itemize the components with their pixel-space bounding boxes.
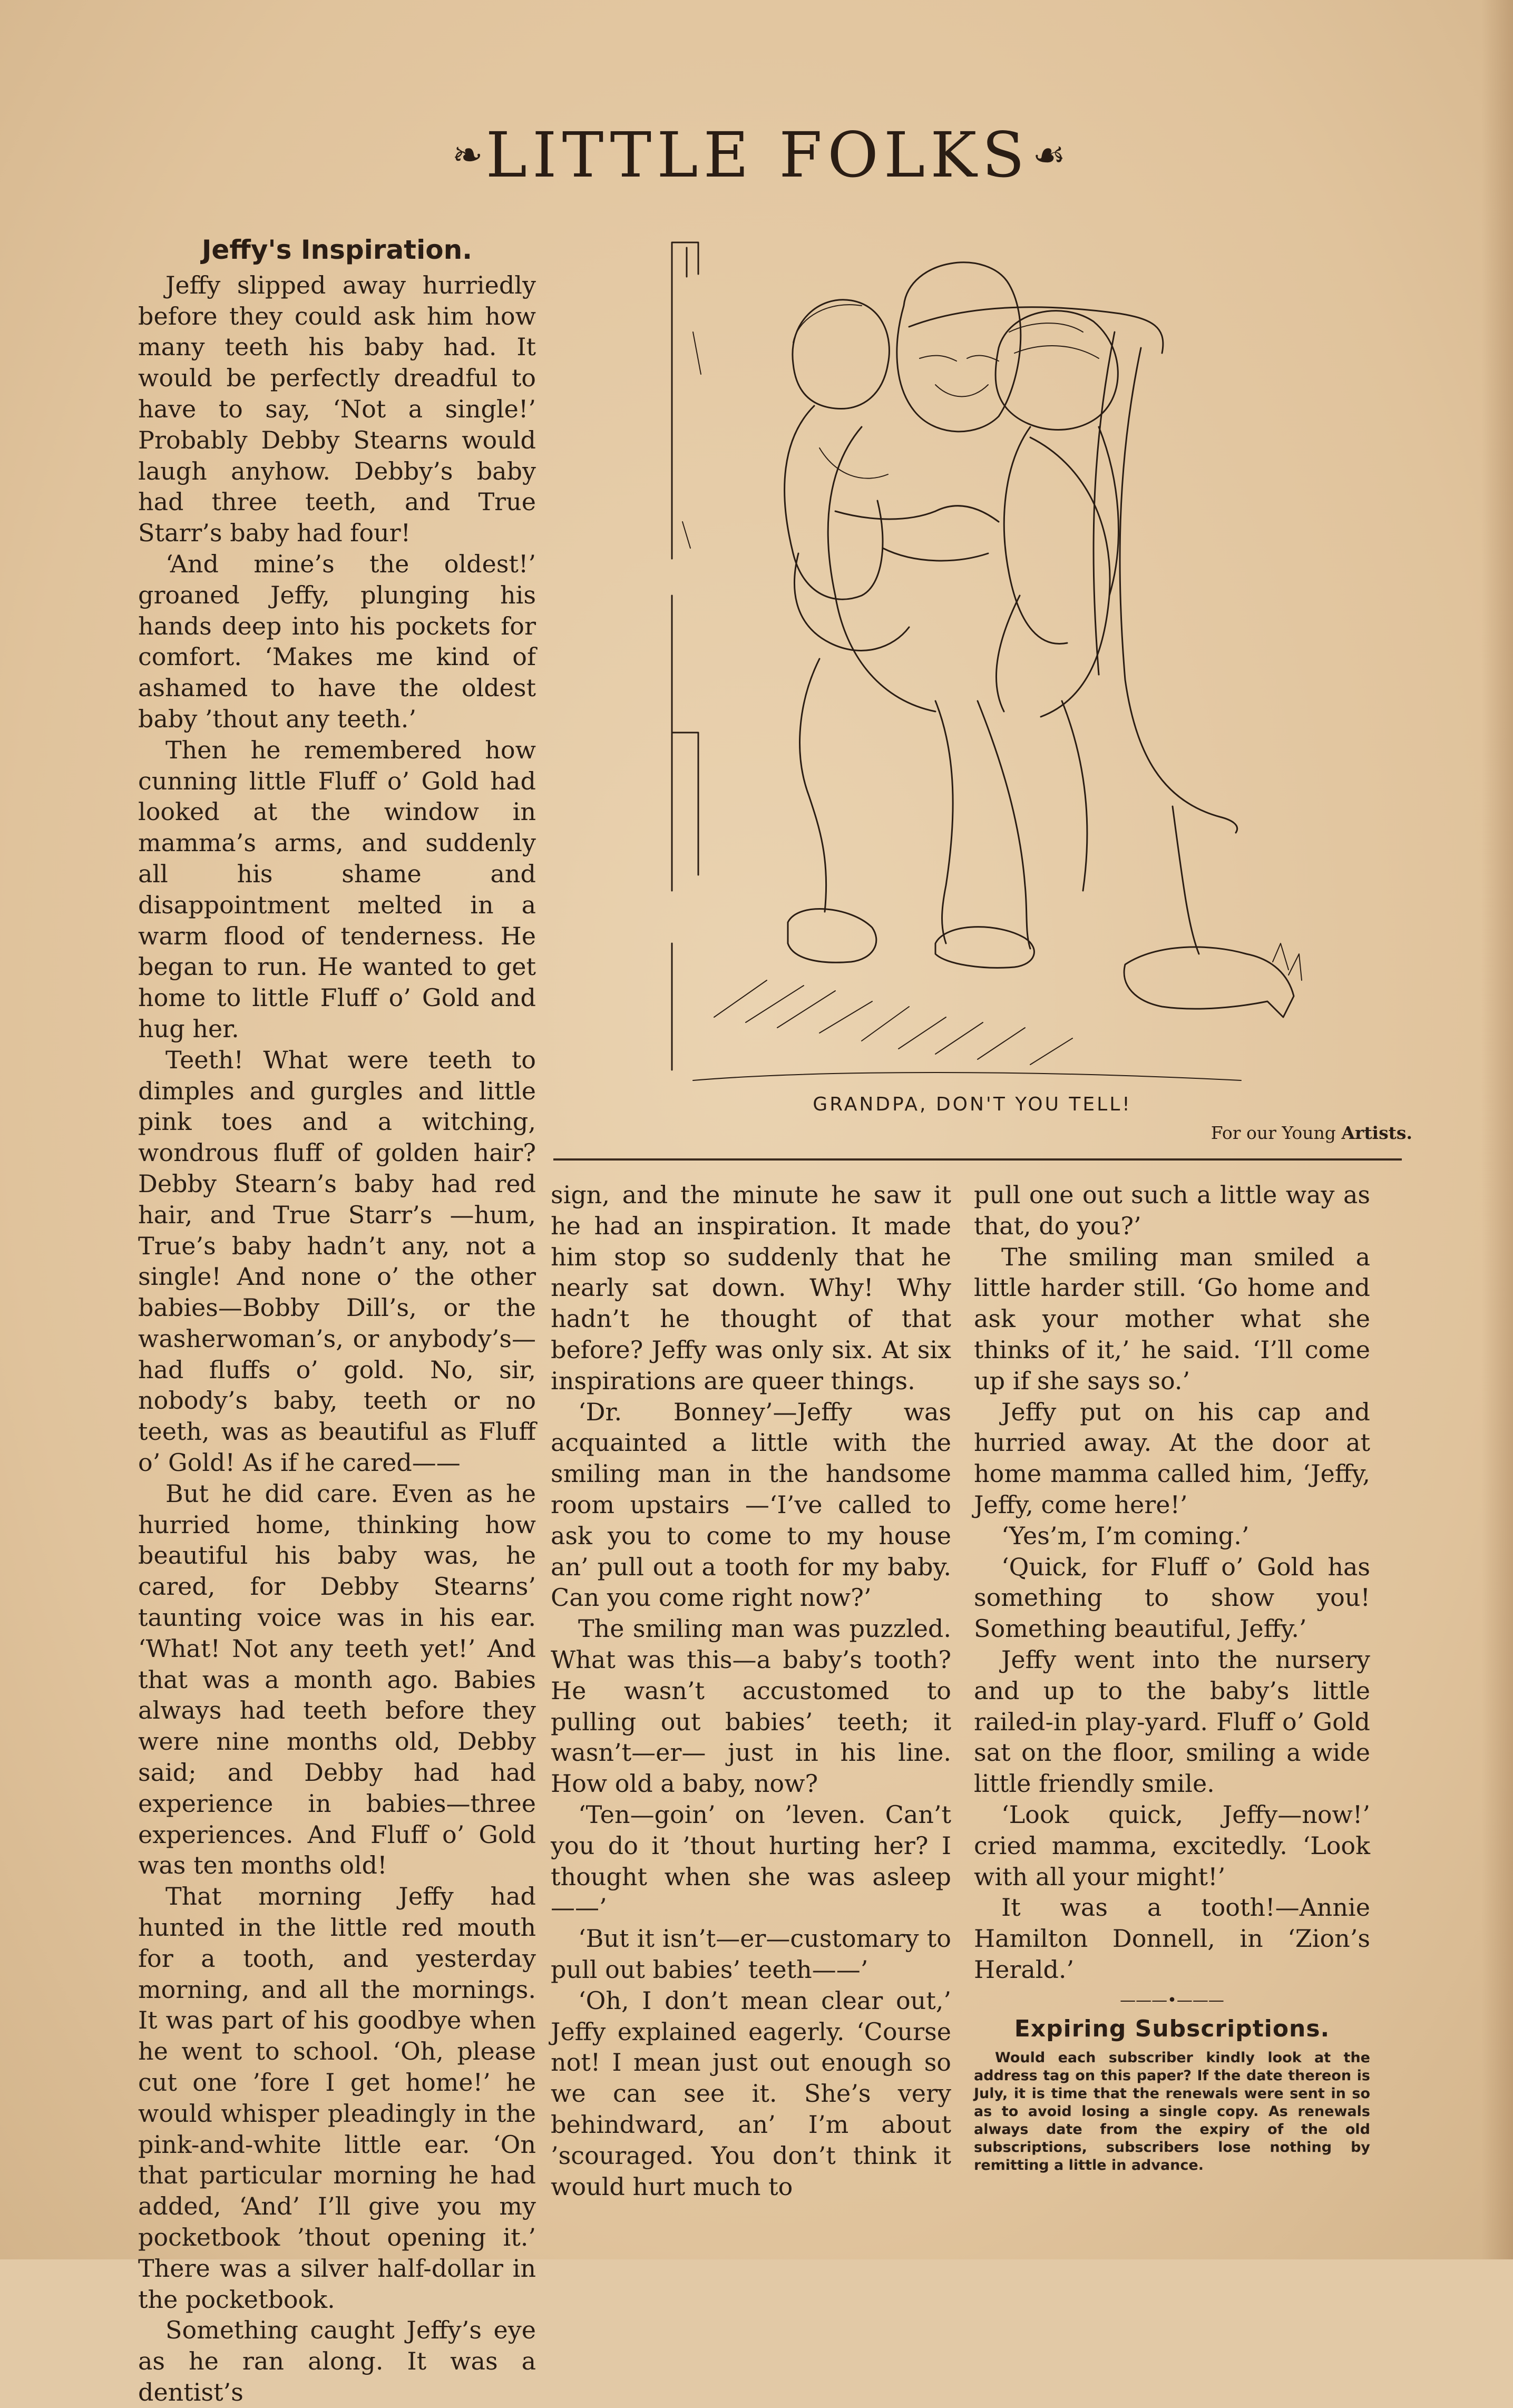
paragraph: Teeth! What were teeth to dimples and gurgles and little pink toes and a witching, wondrous fluff of golden hair? Debby Stearn’s baby had red hair, and True Starr’s —hum, True’s baby hadn’t any, not a single! And none o’ the other babies—Bobby Dill’s, or the washerwoman’s, or anybody’s—had fluffs o’ gold. No, sir, nobody’s baby, teeth or no teeth, was as beautiful as Fluff o’ Gold! As if he cared—— bbox=[138, 1045, 536, 1477]
paragraph: ‘Yes’m, I’m coming.’ bbox=[1001, 1521, 1250, 1550]
notice-divider: ———•——— bbox=[1120, 1991, 1224, 2010]
page-edge-shadow bbox=[1481, 0, 1513, 2259]
story-column-1 bbox=[138, 235, 536, 2408]
section-divider bbox=[553, 1158, 1402, 1161]
credit-prefix: For our Young bbox=[1211, 1123, 1336, 1143]
paragraph: Jeffy put on his cap and hurried away. At the door at home mamma called him, ‘Jeffy, Jeffy, come here!’ bbox=[974, 1397, 1370, 1519]
section-title: LITTLE FOLKS bbox=[485, 119, 1030, 191]
paragraph: ‘Look quick, Jeffy—now!’ cried mamma, excitedly. ‘Look with all your might!’ bbox=[974, 1800, 1370, 1891]
paragraph: ‘But it isn’t—er—customary to pull out babies’ teeth——’ bbox=[551, 1924, 951, 1984]
paragraph: Jeffy went into the nursery and up to the baby’s little railed-in play-yard. Fluff o’ Gold sat on the floor, smiling a wide little friendly smile. bbox=[974, 1645, 1370, 1798]
illustration-grandpa bbox=[661, 227, 1344, 1094]
paragraph: ‘And mine’s the oldest!’ groaned Jeffy, plunging his hands deep into his pockets for comfort. ‘Makes me kind of ashamed to have the oldest baby ’thout any teeth.’ bbox=[138, 549, 536, 733]
illustration-credit bbox=[1107, 1123, 1412, 1143]
story-column-2 bbox=[551, 1179, 951, 2202]
paragraph: Something caught Jeffy’s eye as he ran along. It was a dentist’s bbox=[138, 2316, 536, 2406]
paragraph: The smiling man smiled a little harder still. ‘Go home and ask your mother what she thinks of it,’ he said. ‘I’ll come up if she says so.’ bbox=[974, 1242, 1370, 1395]
masthead bbox=[369, 119, 1149, 198]
paragraph: But he did care. Even as he hurried home, thinking how beautiful his baby was, he cared, for Debby Stearns’ taunting voice was in his ear. ‘What! Not any teeth yet!’ And that was a month ago. Babies always had teeth before they were nine months old, Debby said; and Debby had had experience in babies—three experiences. And Fluff o’ Gold was ten months old! bbox=[138, 1479, 536, 1880]
paragraph: That morning Jeffy had hunted in the little red mouth for a tooth, and yesterday morning, and all the mornings. It was part of his goodbye when he went to school. ‘Oh, please cut one ’fore I get home!’ he would whisper pleadingly in the pink-and-white little ear. ‘On that particular morning he had added, ‘And’ I’ll give you my pocketbook ’thout opening it.’ There was a silver half-dollar in the pocketbook. bbox=[138, 1882, 536, 2314]
paragraph: Jeffy slipped away hurriedly before they could ask him how many teeth his baby had. It would be perfectly dreadful to have to say, ‘Not a single!’ Probably Debby Stearns would laugh anyhow. Debby’s baby had three teeth, and True Starr’s baby had four! bbox=[138, 270, 536, 548]
paragraph: ‘Dr. Bonney’—Jeffy was acquainted a little with the smiling man in the handsome room upstairs —‘I’ve called to ask you to come to my house an’ pull out a tooth for my baby. Can you come right now?’ bbox=[551, 1397, 951, 1612]
paragraph: ‘Quick, for Fluff o’ Gold has something to show you! Something beautiful, Jeffy.’ bbox=[974, 1552, 1370, 1643]
story-title: Jeffy's Inspiration. bbox=[201, 235, 473, 265]
paragraph: It was a tooth!—Annie Hamilton Donnell, in ‘Zion’s Herald.’ bbox=[974, 1893, 1370, 1984]
illustration-caption: GRANDPA, DON'T YOU TELL! bbox=[813, 1094, 1132, 1115]
paragraph: pull one out such a little way as that, do you?’ bbox=[974, 1181, 1370, 1240]
paragraph: sign, and the minute he saw it he had an inspiration. It made him stop so suddenly that he nearly sat down. Why! Why hadn’t he thought of that before? Jeffy was only six. At six inspirations are queer things. bbox=[551, 1181, 951, 1395]
paragraph: Then he remembered how cunning little Fluff o’ Gold had looked at the window in mamma’s arms, and suddenly all his shame and disappointment melted in a warm flood of tenderness. He began to run. He wanted to get home to little Fluff o’ Gold and hug her. bbox=[138, 735, 536, 1043]
credit-bold: Artists. bbox=[1341, 1123, 1412, 1143]
ornament-left-icon: ❧ bbox=[452, 133, 483, 177]
paragraph: ‘Oh, I don’t mean clear out,’ Jeffy explained eagerly. ‘Course not! I mean just out enough so we can see it. She’s very behindward, an’ I’m about ’scouraged. You don’t think it would hurt much to bbox=[551, 1986, 951, 2201]
paragraph: ‘Ten—goin’ on ’leven. Can’t you do it ’thout hurting her? I thought when she was asleep——’ bbox=[551, 1800, 951, 1922]
notice-text: Would each subscriber kindly look at the address tag on this paper? If the date thereon is July, it is time that the renewals were sent in so as to avoid losing a single copy. As renewals always date from the expiry of the old subscriptions, subscribers lose nothing by remitting a little in advance. bbox=[974, 2049, 1370, 2173]
story-column-3 bbox=[974, 1179, 1370, 2175]
notice-title: Expiring Subscriptions. bbox=[1014, 2015, 1330, 2042]
paragraph: The smiling man was puzzled. What was this—a baby’s tooth? He wasn’t accustomed to pulling out babies’ teeth; it wasn’t—er— just in his line. How old a baby, now? bbox=[551, 1614, 951, 1798]
ornament-right-icon: ☙ bbox=[1032, 133, 1066, 177]
